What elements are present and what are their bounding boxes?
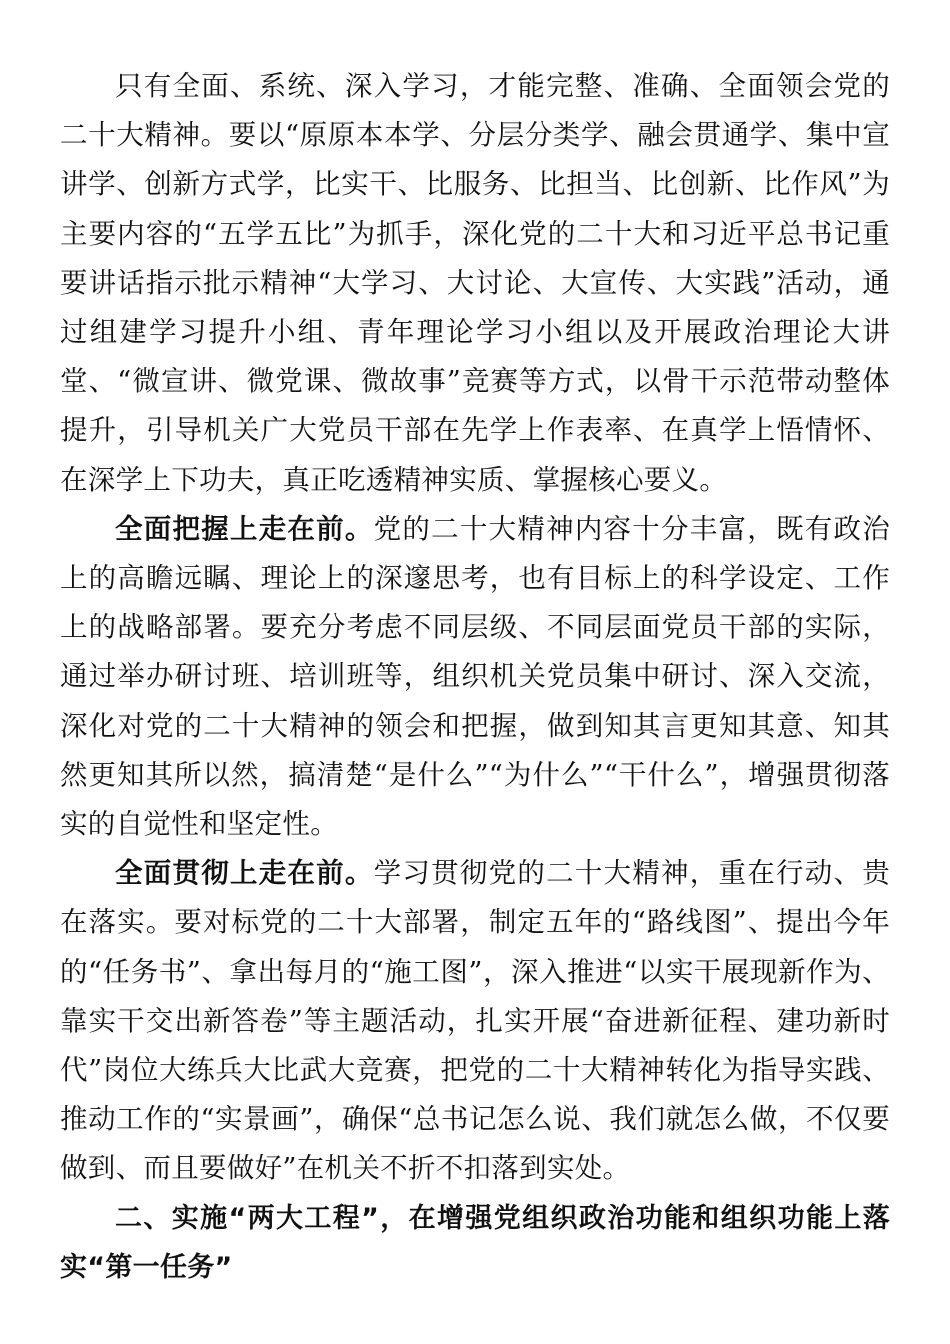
paragraph-lead: 全面贯彻上走在前。 (115, 857, 374, 890)
paragraph-study (60, 62, 890, 505)
paragraph-lead: 全面把握上走在前。 (115, 512, 374, 545)
paragraph-text: 党的二十大精神内容十分丰富，既有政治上的高瞻远瞩、理论上的深邃思考，也有目标上的科学设定、工作上的战略部署。要充分考虑不同层级、不同层面党员干部的实际，通过举办研讨班、培训班等，组织机关党员集中研讨、深入交流，深化对党的二十大精神的领会和把握，做到知其言更知其意、知其然更知其所以然，搞清楚“是什么”“为什么”“干什么”，增强贯彻落实的自觉性和坚定性。 (60, 512, 891, 841)
paragraph-text: 只有全面、系统、深入学习，才能完整、准确、全面领会党的二十大精神。要以“原原本本学、分层分类学、融会贯通学、集中宣讲学、创新方式学，比实干、比服务、比担当、比创新、比作风”为主要内容的“五学五比”为抓手，深化党的二十大和习近平总书记重要讲话指示批示精神“大学习、大讨论、大宣传、大实践”活动，通过组建学习提升小组、青年理论学习小组以及开展政治理论大讲堂、“微宣讲、微党课、微故事”竞赛等方式，以骨干示范带动整体提升，引导机关广大党员干部在先学上作表率、在真学上悟情怀、在深学上下功夫，真正吃透精神实质、掌握核心要义。 (60, 70, 890, 496)
paragraph-implement (60, 849, 890, 1193)
section-heading: 二、实施“两大工程”，在增强党组织政治功能和组织功能上落实“第一任务” (60, 1202, 890, 1283)
paragraph-text: 学习贯彻党的二十大精神，重在行动、贵在落实。要对标党的二十大部署，制定五年的“路线图”、提出今年的“任务书”、拿出每月的“施工图”，深入推进“以实干展现新作为、靠实干交出新答卷”等主题活动，扎实开展“奋进新征程、建功新时代”岗位大练兵大比武大竞赛，把党的二十大精神转化为指导实践、推动工作的“实景画”，确保“总书记怎么说、我们就怎么做，不仅要做到、而且要做好”在机关不折不扣落到实处。 (60, 857, 891, 1185)
document-page (60, 62, 890, 1292)
paragraph-grasp (60, 505, 890, 849)
